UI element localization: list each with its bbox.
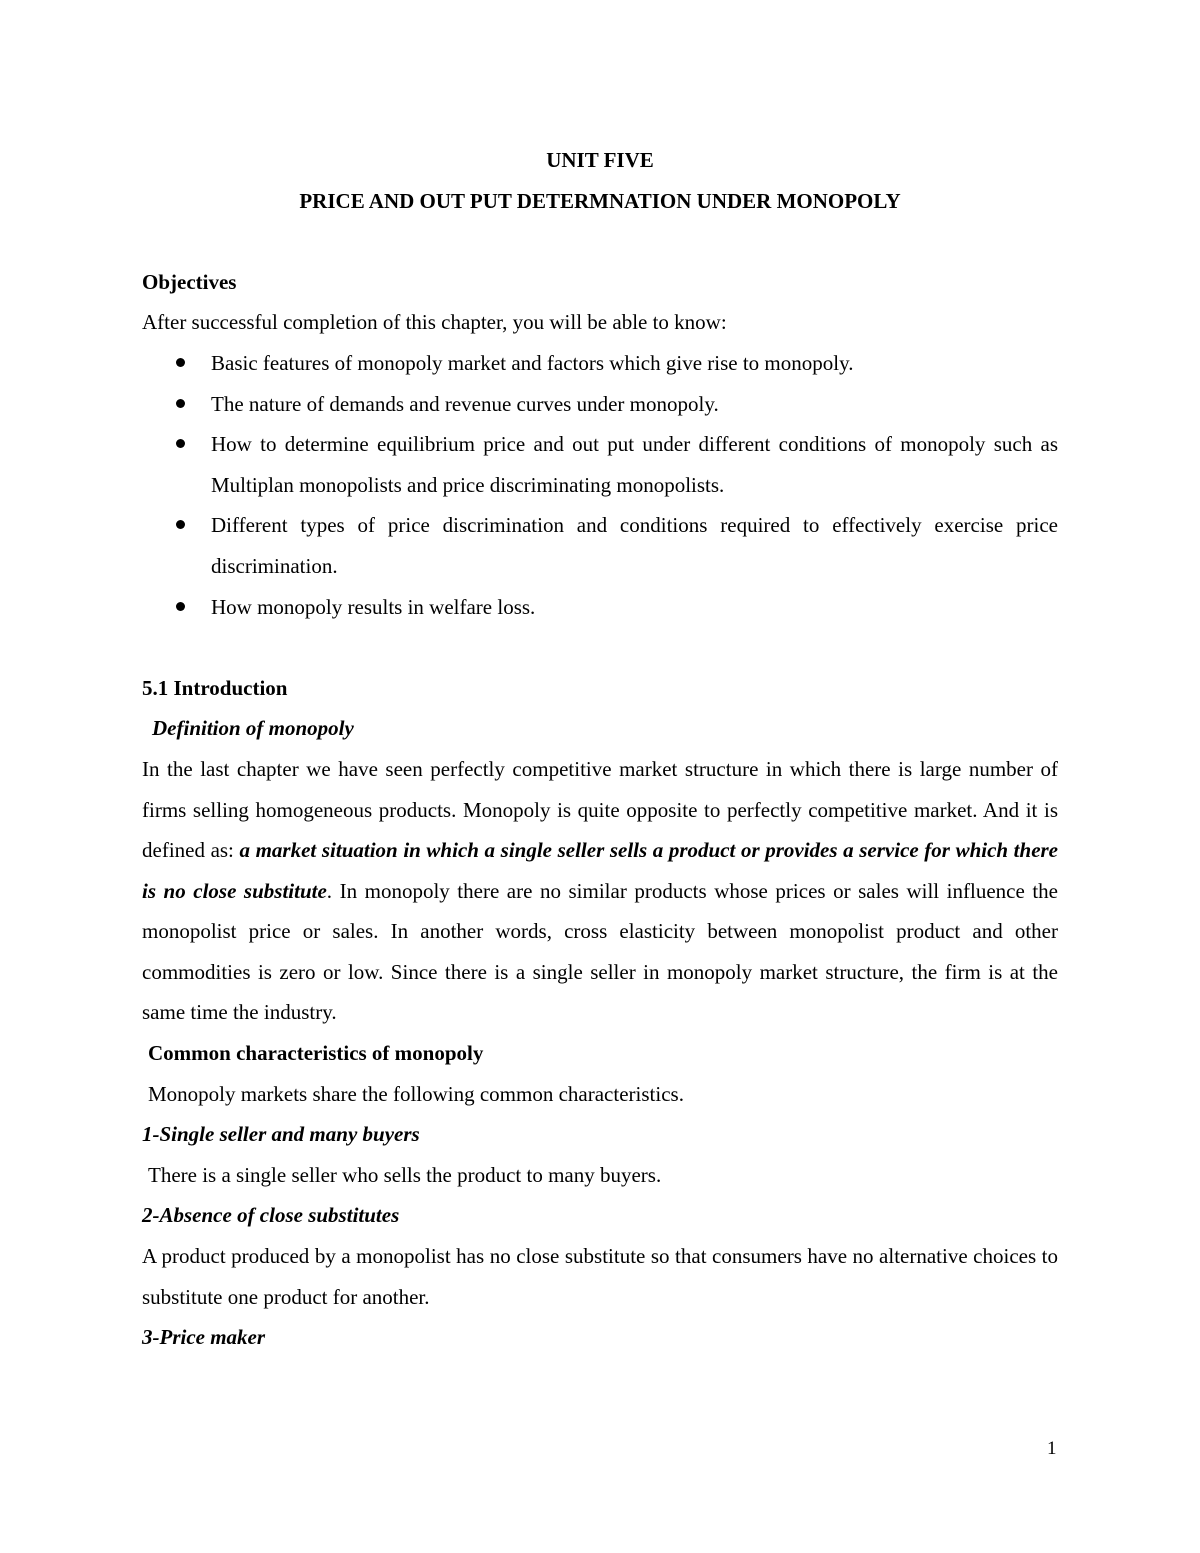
bullet-icon	[176, 520, 185, 529]
characteristic-title: 2-Absence of close substitutes	[142, 1203, 400, 1228]
characteristics-intro: Monopoly markets share the following common characteristics.	[148, 1081, 684, 1106]
characteristic-title: 3-Price maker	[142, 1325, 266, 1350]
page-number: 1	[1047, 1438, 1057, 1459]
spacer	[142, 627, 1058, 668]
characteristic-text: A product produced by a monopolist has no close substitute so that consumers have no alternative choices to substitute one product for another.	[142, 1244, 1058, 1309]
list-item	[142, 424, 1058, 505]
bullet-icon	[176, 399, 185, 408]
spacer	[142, 221, 1058, 262]
bullet-icon	[176, 358, 185, 367]
introduction-heading: 5.1 Introduction	[142, 675, 288, 700]
paragraph-start: In the last chapter we have seen perfectly competitive market structure in which there is large number of firms selling homogeneous products. Monopoly is quite opposite to perfectly competitive market. And it is defined as:	[142, 756, 1058, 863]
characteristic-title: 1-Single seller and many buyers	[142, 1122, 420, 1147]
objective-text: How monopoly results in welfare loss.	[211, 594, 536, 619]
list-item	[142, 343, 1058, 384]
objectives-list	[142, 343, 1058, 627]
characteristic-text: There is a single seller who sells the product to many buyers.	[148, 1162, 662, 1187]
list-item	[142, 505, 1058, 586]
objectives-intro: After successful completion of this chapter, you will be able to know:	[142, 310, 727, 335]
list-item	[142, 384, 1058, 425]
definition-heading: Definition of monopoly	[152, 716, 354, 741]
introduction-paragraph	[142, 749, 1058, 1033]
paragraph-end: . In monopoly there are no similar products whose prices or sales will influence the monopolist price or sales. In another words, cross elasticity between monopolist product and other commodities is zero or low. Since there is a single seller in monopoly market structure, the firm is at the same time the industry.	[142, 878, 1058, 1025]
objective-text: Basic features of monopoly market and factors which give rise to monopoly.	[211, 350, 854, 375]
objective-text: Different types of price discrimination and conditions required to effectively exercise price discrimination.	[211, 513, 1058, 578]
bullet-icon	[176, 602, 185, 611]
objectives-heading: Objectives	[142, 269, 237, 294]
page-content	[142, 140, 1058, 1358]
objective-text: How to determine equilibrium price and out put under different conditions of monopoly such as Multiplan monopolists and price discriminating monopolists.	[211, 432, 1058, 497]
objective-text: The nature of demands and revenue curves under monopoly.	[211, 391, 719, 416]
characteristics-heading: Common characteristics of monopoly	[148, 1041, 484, 1066]
chapter-title: PRICE AND OUT PUT DETERMNATION UNDER MONOPOLY	[299, 188, 901, 213]
unit-title: UNIT FIVE	[546, 148, 654, 172]
bullet-icon	[176, 439, 185, 448]
definition-emphasis: a market situation in which a single seller sells a product or provides a service for which there is no close substitute	[142, 838, 1059, 903]
list-item	[142, 587, 1058, 628]
